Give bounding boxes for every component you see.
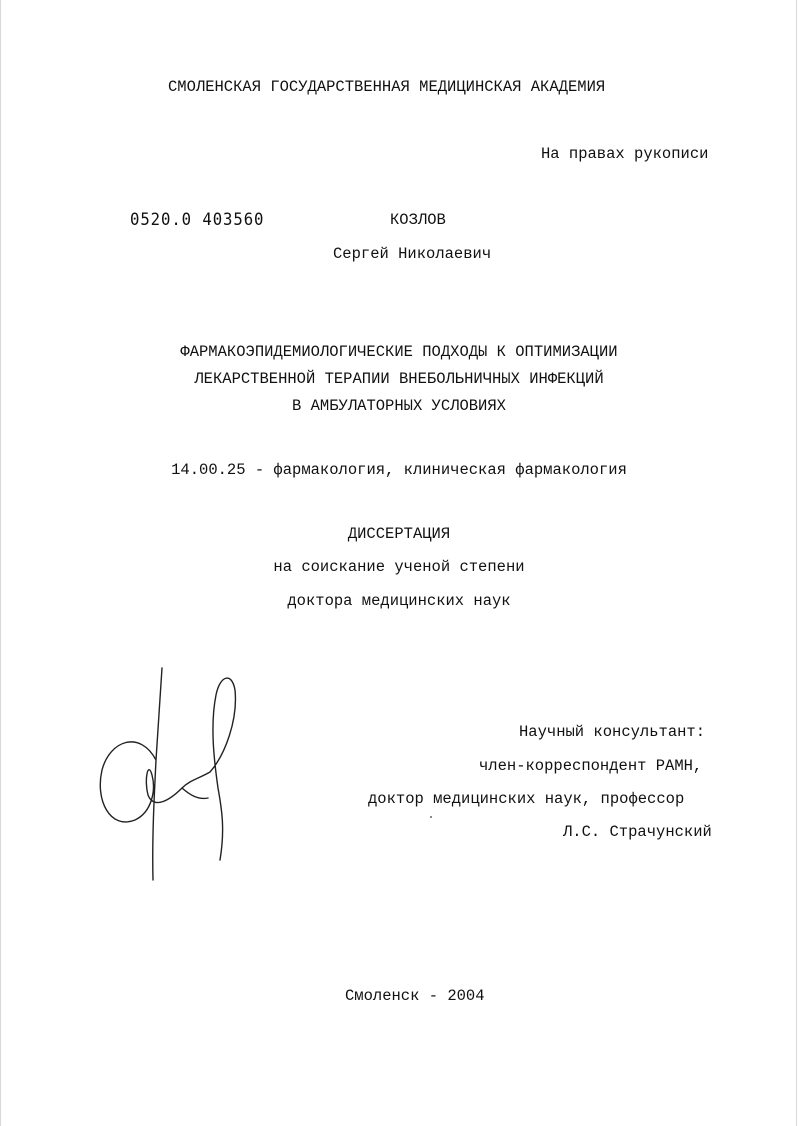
signature-stroke bbox=[100, 668, 235, 880]
author-surname: КОЗЛОВ bbox=[390, 211, 446, 229]
consultant-label: Научный консультант: bbox=[519, 723, 706, 741]
place-and-year: Смоленск - 2004 bbox=[345, 987, 485, 1005]
title-line-1: ФАРМАКОЭПИДЕМИОЛОГИЧЕСКИЕ ПОДХОДЫ К ОПТИМИЗАЦИИ bbox=[180, 343, 618, 361]
title-line-3: В АМБУЛАТОРНЫХ УСЛОВИЯХ bbox=[292, 397, 506, 415]
title-line-2: ЛЕКАРСТВЕННОЙ ТЕРАПИИ ВНЕБОЛЬНИЧНЫХ ИНФЕКЦИЙ bbox=[194, 370, 604, 388]
document-type: ДИССЕРТАЦИЯ bbox=[347, 525, 451, 543]
degree-purpose: на соискание ученой степени bbox=[273, 558, 525, 576]
degree-level: доктора медицинских наук bbox=[287, 592, 511, 610]
author-signature bbox=[90, 660, 250, 890]
scan-speck bbox=[430, 816, 432, 818]
consultant-title-2: доктор медицинских наук, профессор bbox=[368, 790, 685, 808]
specialty-code: 14.00.25 - фармакология, клиническая фармакология bbox=[171, 461, 627, 479]
consultant-title-1: член-корреспондент РАМН, bbox=[479, 757, 703, 775]
author-given-names: Сергей Николаевич bbox=[333, 245, 492, 263]
catalog-stamp-number: 0520.0 403560 bbox=[130, 210, 265, 230]
consultant-name: Л.С. Страчунский bbox=[563, 823, 712, 841]
institution-name: СМОЛЕНСКАЯ ГОСУДАРСТВЕННАЯ МЕДИЦИНСКАЯ АКАДЕМИЯ bbox=[168, 78, 606, 96]
manuscript-rights-note: На правах рукописи bbox=[541, 145, 709, 163]
